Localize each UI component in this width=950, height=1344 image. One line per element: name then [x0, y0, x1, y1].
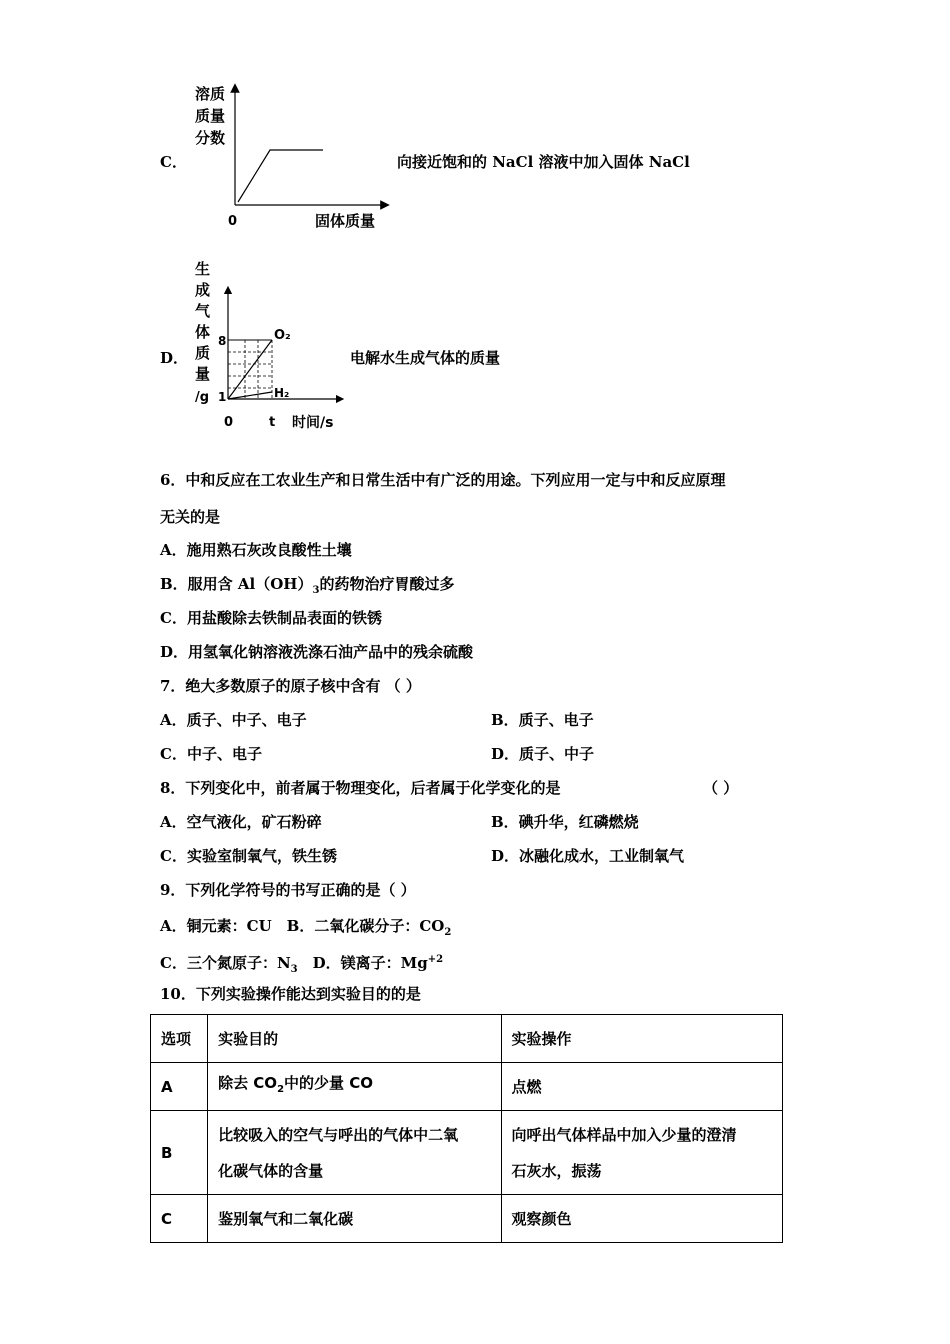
table-header-row: [151, 1015, 783, 1063]
solution-mass-fraction-graph: [190, 80, 390, 240]
q8-stem: 8．下列变化中，前者属于物理变化，后者属于化学变化的是: [160, 779, 561, 797]
row-a-operation: 点燃: [501, 1063, 782, 1111]
q6-option-d: D．用氢氧化钠溶液洗涤石油产品中的残余硫酸: [160, 643, 474, 661]
y-label-3: 气: [195, 302, 211, 320]
experiment-table: [150, 1014, 783, 1243]
h2-label: H₂: [274, 386, 290, 400]
table-row: [151, 1195, 783, 1243]
q7-option-d: D．质子、中子: [491, 745, 595, 763]
option-d-description: 电解水生成气体的质量: [350, 349, 501, 367]
y-label-line-2: 质量: [195, 107, 226, 125]
tick-8: 8: [218, 334, 227, 348]
option-d-label: D．: [160, 349, 189, 367]
row-c-operation: 观察颜色: [501, 1195, 782, 1243]
tick-1: 1: [218, 390, 227, 404]
q6-stem-line-2: 无关的是: [160, 508, 221, 526]
fraction-curve: [238, 150, 323, 202]
table-row: [151, 1111, 783, 1195]
header-goal: 实验目的: [208, 1015, 501, 1063]
q8-answer-paren: （ ）: [703, 779, 739, 797]
table-row: [151, 1063, 783, 1111]
y-label-4: 体: [195, 323, 211, 341]
q7-option-a: A．质子、中子、电子: [160, 711, 307, 729]
x-label: 时间/s: [292, 415, 334, 431]
q8-option-d: D．冰融化成水，工业制氧气: [491, 847, 685, 865]
y-label-line-1: 溶质: [195, 85, 226, 103]
y-label-line-3: 分数: [195, 129, 226, 147]
q9-options-cd: C．三个氮原子：$N_3$ D．镁离子：$Mg^{+2}$: [160, 954, 444, 975]
electrolysis-gas-graph: [190, 256, 350, 436]
q10-stem: 10．下列实验操作能达到实验目的的是: [160, 985, 421, 1003]
row-b-goal: 比较吸入的空气与呼出的气体中二氧 化碳气体的含量: [208, 1111, 501, 1195]
q8-option-b: B．碘升华，红磷燃烧: [491, 813, 639, 831]
y-label-2: 成: [195, 281, 211, 299]
tick-t: t: [269, 415, 276, 430]
q7-option-b: B．质子、电子: [491, 711, 594, 729]
o2-line: [228, 340, 272, 399]
x-label: 固体质量: [315, 212, 376, 230]
origin-label: 0: [224, 415, 234, 430]
row-a-option: A: [151, 1063, 208, 1111]
q7-option-c: C．中子、电子: [160, 745, 262, 763]
row-c-option: C: [151, 1195, 208, 1243]
y-label-6: 量: [195, 365, 211, 383]
row-a-goal: 除去 $CO_2$中的少量 CO: [208, 1063, 501, 1111]
option-c-description: 向接近饱和的 NaCl 溶液中加入固体 NaCl: [397, 153, 690, 171]
q6-option-b: B．服用含 $Al(OH)_3$的药物治疗胃酸过多: [160, 575, 455, 596]
y-label-7: /g: [195, 390, 210, 405]
q8-option-a: A．空气液化，矿石粉碎: [160, 813, 322, 831]
q9-stem: 9．下列化学符号的书写正确的是（ ）: [160, 881, 416, 899]
y-label-1: 生: [195, 260, 211, 278]
o2-label: O₂: [274, 328, 291, 343]
header-option: 选项: [151, 1015, 208, 1063]
row-b-operation: 向呼出气体样品中加入少量的澄清 石灰水，振荡: [501, 1111, 782, 1195]
origin-label: 0: [228, 214, 238, 229]
y-label-5: 质: [195, 344, 211, 362]
q7-stem: 7．绝大多数原子的原子核中含有 （ ）: [160, 677, 421, 695]
q6-option-c: C．用盐酸除去铁制品表面的铁锈: [160, 609, 382, 627]
q6-stem-line-1: 6．中和反应在工农业生产和日常生活中有广泛的用途。下列应用一定与中和反应原理: [160, 471, 726, 489]
header-operation: 实验操作: [501, 1015, 782, 1063]
row-b-option: B: [151, 1111, 208, 1195]
row-c-goal: 鉴别氧气和二氧化碳: [208, 1195, 501, 1243]
q8-option-c: C．实验室制氧气，铁生锈: [160, 847, 337, 865]
option-c-label: C．: [160, 153, 187, 171]
h2-line: [228, 392, 272, 399]
q6-option-a: A．施用熟石灰改良酸性土壤: [160, 541, 352, 559]
q9-options-ab: A．铜元素：CU B．二氧化碳分子：$CO_2$: [160, 917, 452, 938]
